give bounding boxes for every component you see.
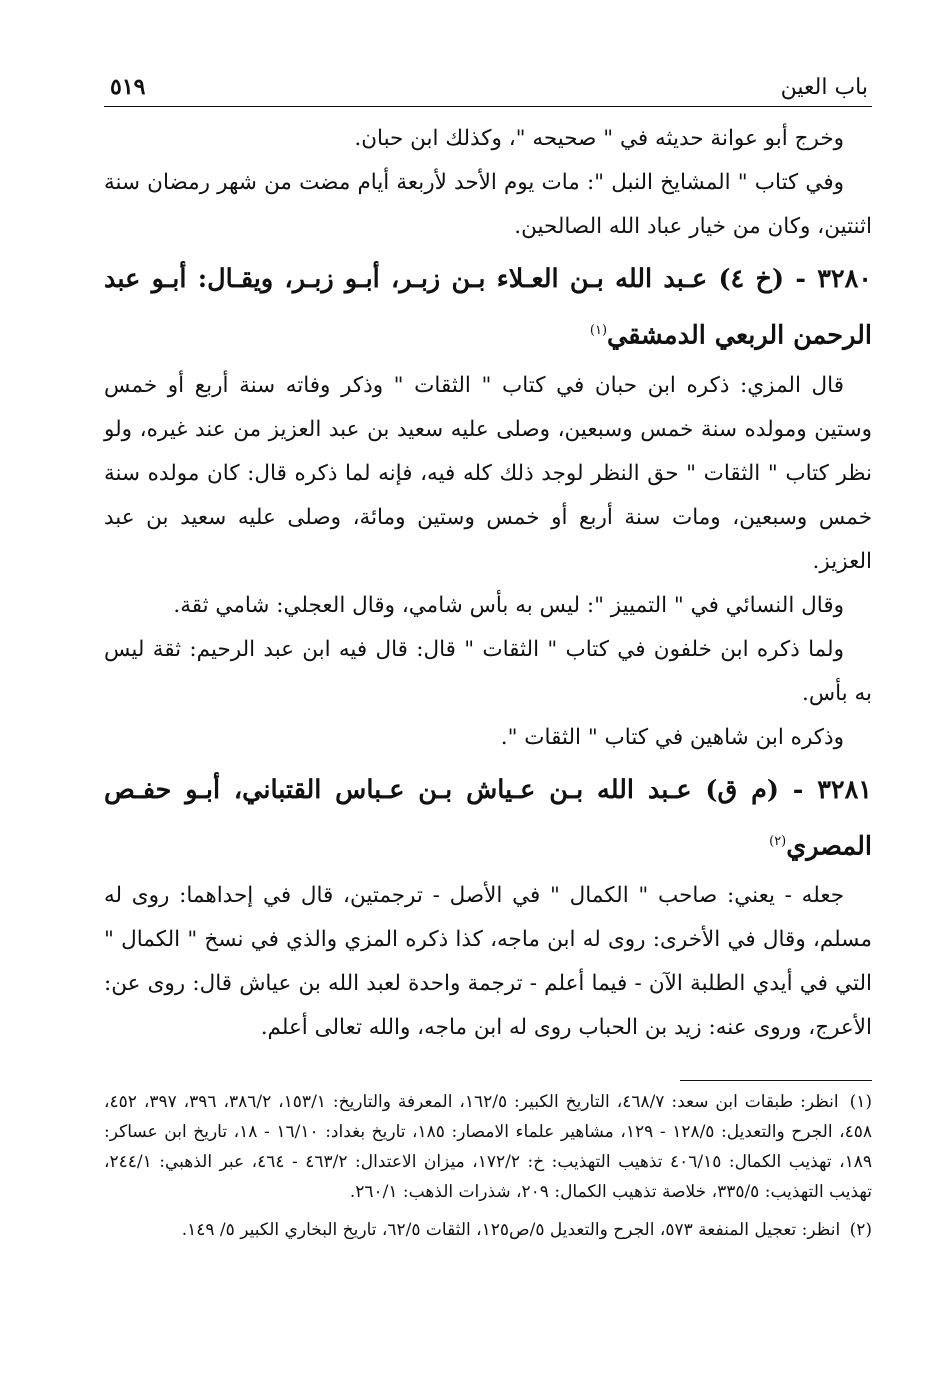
paragraph: جعله - يعني: صاحب " الكمال " في الأصل - ترجمتين، قال في إحداهما: روى له مسلم، وقال في الأخرى: روى له ابن ماجه، كذا ذكره المزي والذي في نسخ " الكمال " التي في أيدي الطلبة الآن - فيما أعلم - ترجمة واحدة لعبد الله بن عياش قال: روى عن: الأعرج، وروى عنه: زيد بن الحباب روى له ابن ماجه، والله تعالى أعلم. [104, 883, 872, 1040]
paragraph: ولما ذكره ابن خلفون في كتاب " الثقات " قال: قال فيه ابن عبد الرحيم: ثقة ليس به بأس. [104, 636, 872, 706]
paragraph: وخرج أبو عوانة حديثه في " صحيحه "، وكذلك ابن حبان. [354, 126, 844, 151]
paragraph: وفي كتاب " المشايخ النبل ": مات يوم الأحد لأربعة أيام مضت من شهر رمضان سنة اثنتين، وكان من خيار عباد الله الصالحين. [104, 170, 872, 239]
footnote-separator [680, 1080, 872, 1081]
entry-heading-text: ٣٢٨٠ - (خ ٤) عـبد الله بـن العـلاء بـن زبـر، أبـو زبـر، ويقـال: أبـو عبد الرحمن الربعي الدمشقي [104, 264, 872, 351]
footnote-reference: (٢) [769, 833, 787, 849]
paragraph: وقال النسائي في " التمييز ": ليس به بأس شامي، وقال العجلي: شامي ثقة. [173, 592, 844, 618]
running-header [104, 58, 872, 107]
footnote-1 [104, 1087, 872, 1207]
footnote-text: انظر: طبقات ابن سعد: ٤٦٨/٧، التاريخ الكبير: ١٦٢/٥، المعرفة والتاريخ: ١٥٣/١، ٣٨٦/٢، ٣٩٦، ٣٩٧، ٤٥٢، ٤٥٨، الجرح والتعديل: ١٢٨/٥ - ١٢٩، مشاهير علماء الامصار: ١٨٥، تاريخ بغداد: ١٦/١٠ - ١٨، تاريخ ابن عساكر: ١٨٩، تهذيب الكمال: ٤٠٦/١٥ تذهيب التهذيب: خ: ١٧٢/٢، ميزان الاعتدال: ٤٦٣/٢ - ٤٦٤، عبر الذهبي: ٢٤٤/١، تهذيب التهذيب: ٣٣٥/٥، خلاصة تذهيب الكمال: ٢٠٩، شذرات الذهب: ٢٦٠/١. [104, 1092, 873, 1202]
footnote-marker: (٢) [849, 1220, 872, 1240]
footnote-marker: (١) [849, 1092, 872, 1112]
entry-heading-3280 [104, 253, 872, 362]
entry-heading-3281 [104, 764, 872, 873]
page-body [104, 117, 872, 1050]
chapter-title: باب العين [780, 75, 868, 100]
entry-heading-text: ٣٢٨١ - (م ق) عـبد الله بـن عـياش بـن عـباس القتباني، أبـو حفـص المصري [104, 774, 872, 861]
footnote-text: انظر: تعجيل المنفعة ٥٧٣، الجرح والتعديل ٥/ص١٢٥، الثقات ٦٢/٥، تاريخ البخاري الكبير ٥/ ١٤٩. [181, 1220, 841, 1240]
paragraph: قال المزي: ذكره ابن حبان في كتاب " الثقات " وذكر وفاته سنة أربع أو خمس وستين ومولده سنة خمس وسبعين، وصلى عليه سعيد بن عبد العزيز من عند غيره، ولو نظر كتاب " الثقات " حق النظر لوجد ذلك كله فيه، فإنه لما ذكره قال: كان مولده سنة خمس وسبعين، ومات سنة أربع أو خمس وستين ومائة، وصلى عليه سعيد بن عبد العزيز. [104, 372, 872, 574]
paragraph: وذكره ابن شاهين في كتاب " الثقات ". [500, 724, 844, 750]
page-number: ٥١٩ [110, 74, 146, 100]
footnotes [104, 1087, 872, 1245]
footnote-reference: (١) [589, 323, 608, 338]
footnote-2 [104, 1215, 872, 1245]
